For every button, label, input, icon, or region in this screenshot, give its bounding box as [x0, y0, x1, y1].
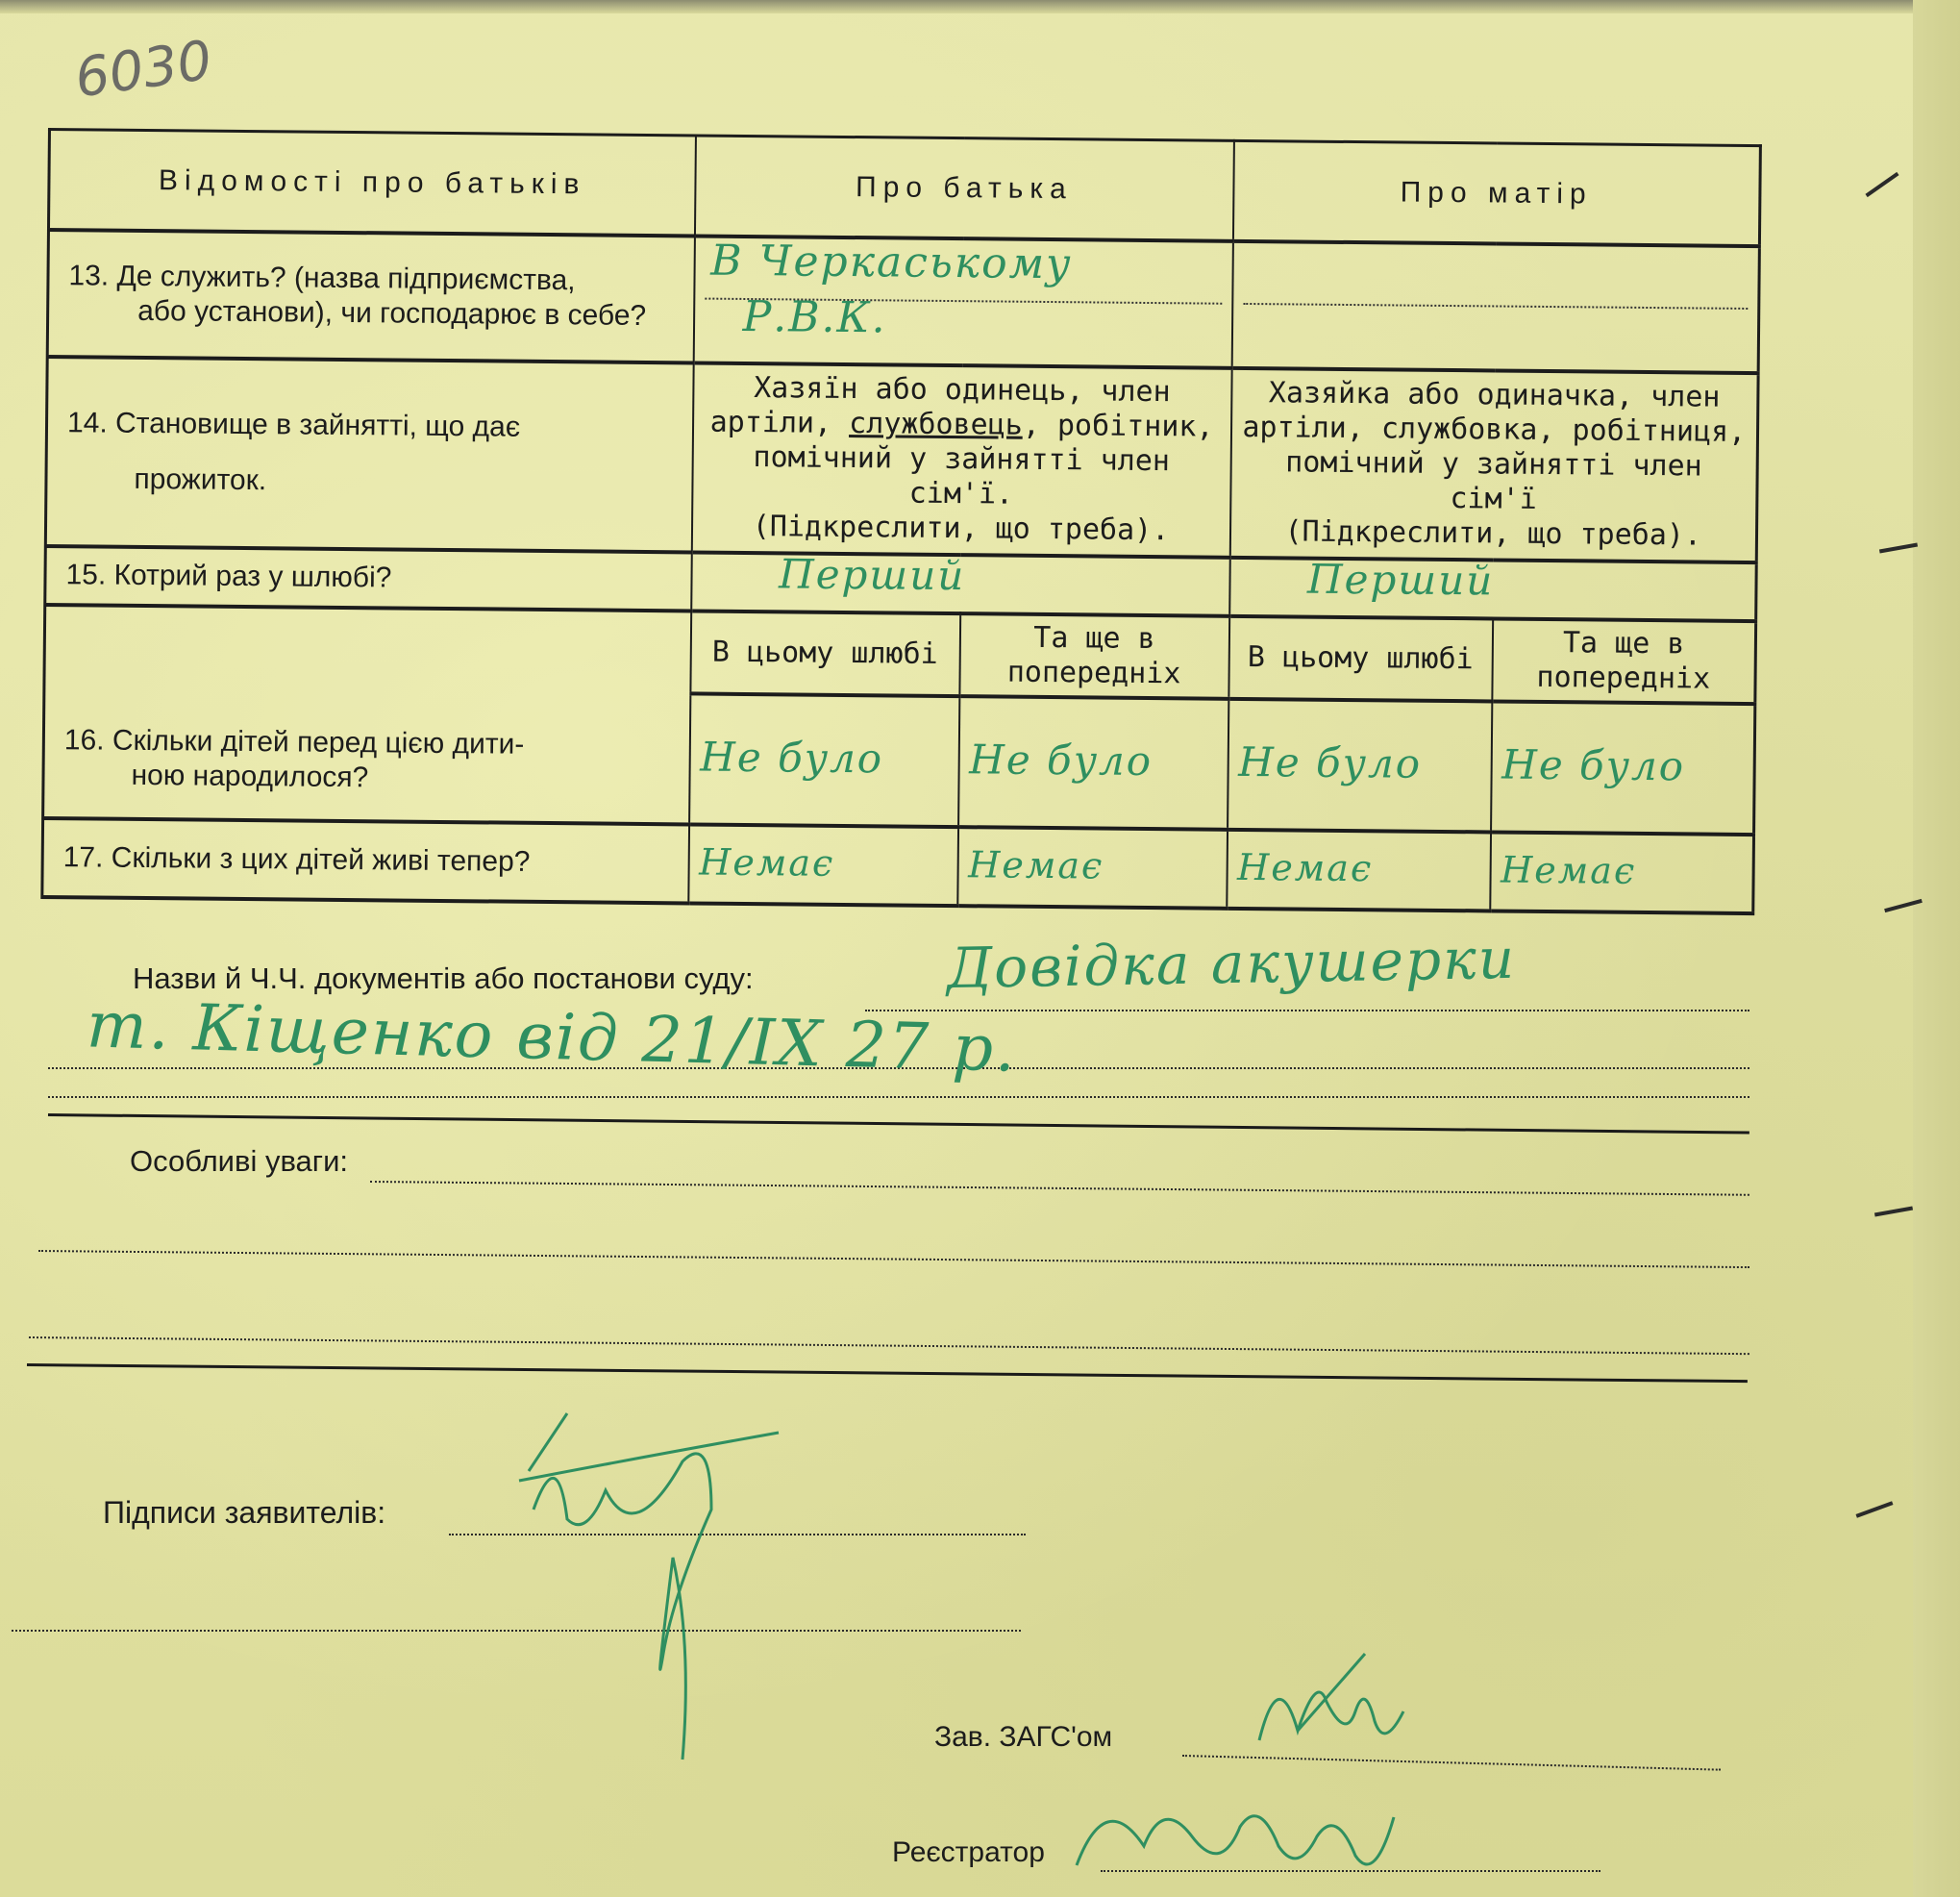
header-parents-info: Відомості про батьків [48, 130, 695, 237]
row-17-mother-previous [1490, 832, 1754, 913]
notes-dotted-line-2 [38, 1250, 1749, 1268]
row-16-value: Не було [1237, 737, 1423, 787]
documents-handwritten-line1: Довідка акушерки [946, 925, 1517, 1002]
applicant-signature [490, 1404, 798, 1769]
row-16-father-previous-header: Та ще в попередніх [959, 613, 1229, 699]
row-16-label-line1: 16. Скільки дітей перед цією дити- [63, 724, 525, 761]
row-14-occupation [45, 357, 1758, 562]
documents-dotted-line-3 [48, 1096, 1749, 1098]
row-16-value: Не було [1501, 740, 1686, 789]
row-14-mother-options-text: Хазяйка або одиначка, член артіли, службовка, робітниця, помічний у зайнятті член сім'ї [1242, 376, 1747, 516]
registrar-signature [1057, 1779, 1423, 1894]
row-17-father-current [688, 824, 958, 906]
row-15-label: 15. Котрий раз у шлюбі? [45, 546, 692, 612]
header-father: Про батька [694, 136, 1233, 241]
table-header-row [48, 130, 1760, 247]
head-signature [1240, 1644, 1432, 1779]
row-13-father-cell [693, 237, 1232, 368]
pencil-page-number: 6030 [71, 29, 216, 111]
notes-dotted-line-1 [370, 1181, 1749, 1196]
row-14-father-underlined-option: службовець [849, 407, 1023, 442]
row-17-value: Немає [1500, 848, 1637, 892]
margin-mark [1856, 1501, 1894, 1517]
documents-handwritten-line2: т. Кіщенко від 21/IX 27 р. [86, 987, 1019, 1086]
row-16-mother-previous-header: Та ще в попередніх [1492, 619, 1756, 705]
row-17-value: Немає [698, 840, 835, 885]
row-14-father-options-post: , робітник, помічний у зайнятті член сім'ї. [753, 408, 1214, 512]
documents-label: Назви й Ч.Ч. документів або постанови суду: [133, 961, 754, 995]
documents-divider [48, 1113, 1749, 1135]
row-17-label: 17. Скільки з цих дітей живі тепер? [42, 818, 689, 904]
header-mother: Про матір [1232, 140, 1760, 246]
row-16-subheader [44, 605, 1756, 704]
row-13-workplace [47, 230, 1759, 372]
row-17-father-previous [957, 827, 1228, 909]
row-13-mother-dotted-line [1243, 303, 1749, 310]
row-16-value: Не було [700, 733, 884, 782]
top-edge-shadow [0, 0, 1960, 13]
notes-label: Особливі уваги: [130, 1144, 349, 1178]
row-13-father-line2: Р.В.К. [742, 292, 887, 343]
row-15-father-value: Перший [778, 549, 966, 599]
row-14-father-options [691, 362, 1231, 557]
row-16-father-current [689, 694, 959, 827]
row-14-father-options-pre: Хазяїн або одинець, член артіли, [709, 371, 1171, 441]
row-15-mother-cell [1229, 557, 1757, 621]
row-16-mother-current [1228, 699, 1492, 832]
notes-divider [27, 1363, 1748, 1383]
row-14-mother-options [1229, 367, 1758, 562]
row-17-value: Немає [1236, 845, 1374, 890]
row-16-father-previous [958, 697, 1228, 830]
margin-mark [1865, 172, 1898, 197]
row-17-living-children [42, 818, 1754, 913]
row-17-value: Немає [967, 843, 1104, 887]
head-of-registry-label: Зав. ЗАГС'ом [934, 1721, 1113, 1753]
margin-mark [1874, 1207, 1913, 1217]
row-16-mother-current-header: В цьому шлюбі [1228, 616, 1493, 702]
row-16-label [43, 605, 691, 824]
row-16-value: Не було [969, 735, 1154, 785]
row-14-mother-note: (Підкреслити, що треба). [1284, 514, 1702, 553]
row-13-father-line1: В Черкаському [709, 236, 1073, 289]
registrar-label: Реєстратор [892, 1836, 1045, 1868]
row-13-mother-cell [1231, 241, 1759, 373]
row-15-father-cell [691, 549, 1230, 616]
row-17-mother-current [1227, 830, 1491, 911]
row-14-label-line1: 14. Становище в зайнятті, що дає [66, 407, 521, 443]
row-13-label [47, 230, 694, 362]
row-16-label-line2: ною народилося? [131, 759, 369, 794]
parents-info-table [40, 128, 1762, 915]
row-14-label-line2: прожиток. [134, 462, 267, 497]
applicants-signatures-label: Підписи заявителів: [103, 1495, 386, 1530]
row-13-label-line2: або установи), чи господарює в себе? [137, 294, 647, 332]
row-16-mother-previous [1491, 702, 1755, 835]
row-16-father-current-header: В цьому шлюбі [690, 612, 960, 697]
row-13-label-line1: 13. Де служить? (назва підприємства, [68, 260, 576, 297]
notes-dotted-line-3 [29, 1336, 1749, 1355]
row-14-father-note: (Підкреслити, що треба). [752, 510, 1170, 548]
row-15-mother-value: Перший [1306, 555, 1495, 605]
row-14-label [45, 357, 693, 552]
right-paper-edge [1913, 0, 1960, 1897]
